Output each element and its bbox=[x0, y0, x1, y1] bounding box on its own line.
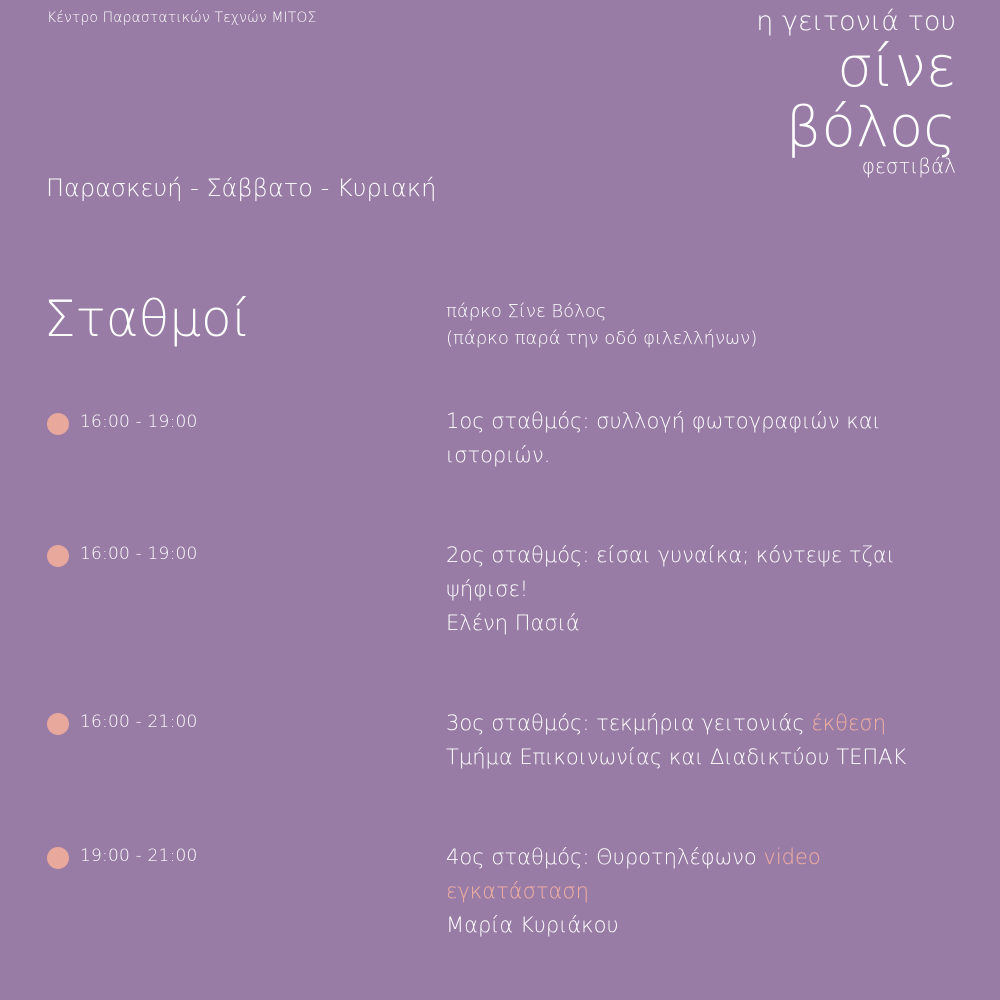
station-time: 19:00 - 21:00 bbox=[80, 846, 198, 866]
venue-info bbox=[446, 298, 757, 352]
venue-detail: (πάρκο παρά την οδό φιλελλήνων) bbox=[446, 328, 758, 349]
station-time: 16:00 - 19:00 bbox=[80, 544, 198, 564]
station-time: 16:00 - 21:00 bbox=[80, 712, 198, 732]
station-desc-line: 2ος σταθμός: είσαι γυναίκα; κόντεψε τζαι bbox=[446, 543, 895, 567]
station-description bbox=[446, 538, 966, 640]
festival-logo-line-3: βόλος bbox=[785, 95, 956, 160]
venue-name: πάρκο Σίνε Βόλος bbox=[446, 301, 607, 322]
section-title: Σταθμοί bbox=[44, 290, 252, 348]
station-description bbox=[446, 404, 966, 472]
festival-logo-line-1: η γειτονιά του bbox=[756, 6, 956, 37]
station-desc-text: 4ος σταθμός: Θυροτηλέφωνο bbox=[446, 845, 764, 869]
station-bullet-icon bbox=[47, 413, 69, 435]
station-desc-author: Ελένη Πασιά bbox=[446, 611, 580, 635]
festival-logo-line-4: φεστιβάλ bbox=[861, 154, 956, 178]
station-bullet-icon bbox=[47, 713, 69, 735]
station-desc-author: Τμήμα Επικοινωνίας και Διαδικτύου ΤΕΠΑΚ bbox=[446, 745, 907, 769]
festival-days: Παρασκευή - Σάββατο - Κυριακή bbox=[46, 174, 437, 202]
station-desc-line bbox=[446, 840, 966, 874]
station-bullet-icon bbox=[47, 847, 69, 869]
station-desc-author: Μαρία Κυριάκου bbox=[446, 913, 619, 937]
station-desc-text: 3ος σταθμός: τεκμήρια γειτονιάς bbox=[446, 711, 812, 735]
station-bullet-icon bbox=[47, 545, 69, 567]
festival-logo-line-2: σίνε bbox=[837, 35, 956, 100]
station-type-accent: video bbox=[763, 845, 821, 869]
station-desc-line bbox=[446, 706, 966, 740]
station-desc-line: ιστοριών. bbox=[446, 443, 551, 467]
station-desc-line: ψήφισε! bbox=[446, 577, 529, 601]
station-time: 16:00 - 19:00 bbox=[80, 412, 198, 432]
station-desc-line: 1ος σταθμός: συλλογή φωτογραφιών και bbox=[446, 409, 881, 433]
station-description bbox=[446, 706, 966, 774]
station-type-accent-line: εγκατάσταση bbox=[446, 879, 589, 903]
station-description bbox=[446, 840, 966, 942]
festival-logo bbox=[756, 6, 956, 176]
station-type-accent: έκθεση bbox=[811, 711, 886, 735]
organizer-name: Κέντρο Παραστατικών Τεχνών ΜΙΤΟΣ bbox=[47, 10, 317, 26]
